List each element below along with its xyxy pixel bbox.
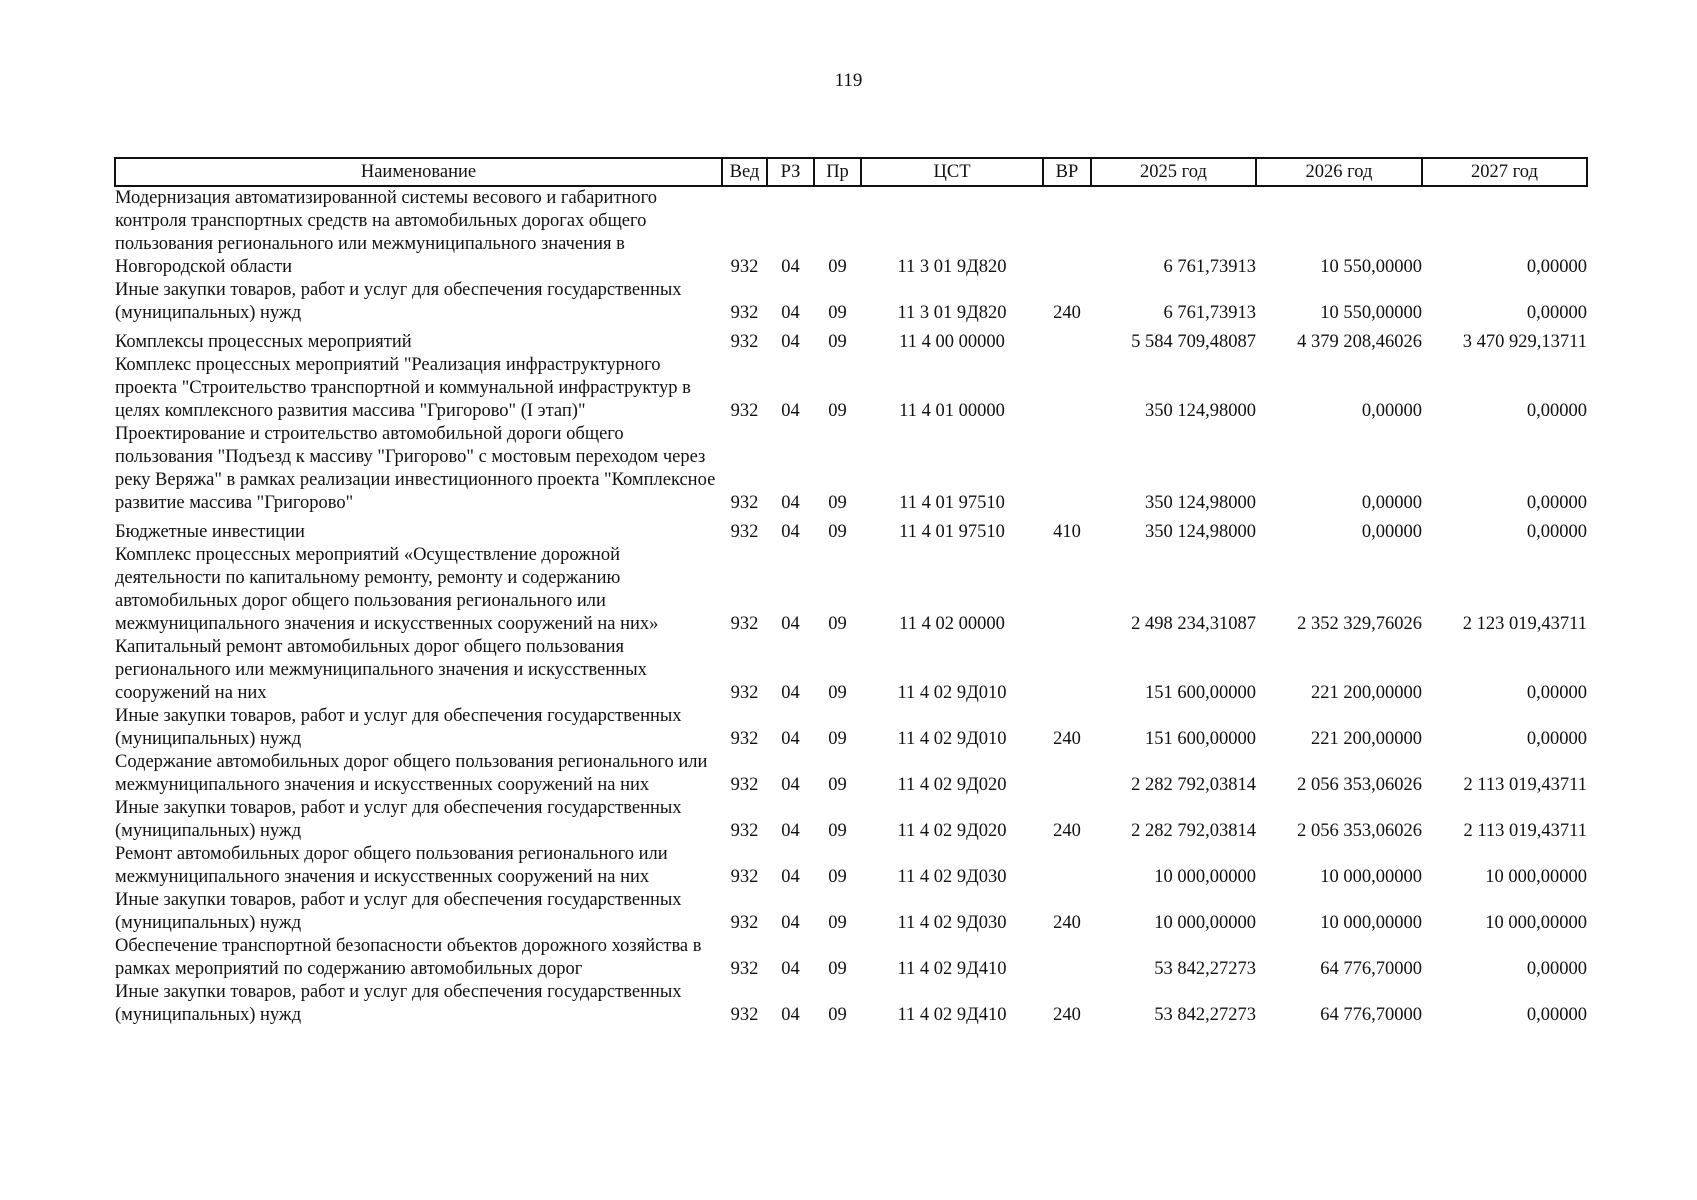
cell-pr: 09 [828,493,847,513]
cell-cst: 11 4 02 9Д410 [897,959,1007,979]
cell-2026: 10 550,00000 [1320,257,1422,277]
cell-vr: 240 [1053,821,1081,841]
cell-rz: 04 [781,522,800,542]
cell-2025: 2 498 234,31087 [1131,614,1256,634]
cell-2027: 3 470 929,13711 [1462,332,1587,352]
table-body [115,186,1587,1027]
cell-pr: 09 [828,303,847,323]
cell-name: Комплекс процессных мероприятий "Реализация инфраструктурного проекта "Строительство транспортной и коммунальной инфраструктур в целях комплексного развития массива "Григорово" (I этап)" [115,355,691,421]
cell-vr [1043,935,1091,981]
cell-rz: 04 [781,959,800,979]
cell-2027: 2 123 019,43711 [1462,614,1587,634]
cell-pr: 09 [828,683,847,703]
cell-name: Модернизация автоматизированной системы весового и габаритного контроля транспортных средств на автомобильных дорогах общего пользования регионального или межмуниципального значения в Новгородской области [115,188,658,277]
cell-cst: 11 4 00 00000 [899,332,1005,352]
cell-pr: 09 [828,913,847,933]
cell-2026: 64 776,70000 [1320,959,1422,979]
table-row [115,423,1587,515]
cell-2027: 0,00000 [1526,303,1587,323]
table-row [115,843,1587,889]
cell-vr [1043,544,1091,636]
cell-pr: 09 [828,959,847,979]
cell-rz: 04 [781,729,800,749]
cell-vr: 410 [1053,522,1081,542]
cell-2026: 221 200,00000 [1311,683,1422,703]
cell-rz: 04 [781,1005,800,1025]
cell-vr: 240 [1053,913,1081,933]
cell-2027: 0,00000 [1526,1005,1587,1025]
table-row [115,705,1587,751]
cell-ved: 932 [730,332,759,352]
table-row [115,636,1587,705]
cell-name: Комплексы процессных мероприятий [115,332,412,352]
cell-pr: 09 [828,775,847,795]
cell-rz: 04 [781,332,800,352]
header-rz: РЗ [767,158,814,186]
cell-2025: 5 584 709,48087 [1131,332,1256,352]
cell-2025: 151 600,00000 [1145,683,1256,703]
cell-name: Иные закупки товаров, работ и услуг для обеспечения государственных (муниципальных) нужд [115,890,682,933]
cell-vr [1043,636,1091,705]
cell-vr: 240 [1053,303,1081,323]
cell-2026: 10 000,00000 [1320,913,1422,933]
cell-ved: 932 [730,913,759,933]
cell-2027: 2 113 019,43711 [1463,775,1587,795]
cell-cst: 11 4 01 97510 [899,493,1005,513]
cell-2025: 350 124,98000 [1145,493,1256,513]
cell-ved: 932 [730,821,759,841]
cell-pr: 09 [828,401,847,421]
cell-cst: 11 4 02 9Д010 [897,729,1007,749]
cell-name: Бюджетные инвестиции [115,522,305,542]
header-ved: Вед [722,158,767,186]
table-row [115,751,1587,797]
header-2027: 2027 год [1422,158,1587,186]
cell-cst: 11 3 01 9Д820 [897,257,1007,277]
cell-2027: 2 113 019,43711 [1463,821,1587,841]
header-name: Наименование [115,158,722,186]
cell-name: Иные закупки товаров, работ и услуг для обеспечения государственных (муниципальных) нужд [115,280,682,323]
cell-vr [1043,325,1091,354]
cell-2027: 0,00000 [1526,493,1587,513]
cell-2025: 10 000,00000 [1154,867,1256,887]
cell-2025: 151 600,00000 [1145,729,1256,749]
cell-2026: 0,00000 [1361,493,1422,513]
cell-rz: 04 [781,303,800,323]
page-number: 119 [834,70,863,91]
cell-rz: 04 [781,821,800,841]
cell-rz: 04 [781,257,800,277]
cell-2027: 0,00000 [1526,683,1587,703]
header-pr: Пр [814,158,861,186]
cell-ved: 932 [730,257,759,277]
cell-2025: 350 124,98000 [1145,522,1256,542]
cell-name: Иные закупки товаров, работ и услуг для обеспечения государственных (муниципальных) нужд [115,982,682,1025]
cell-rz: 04 [781,867,800,887]
cell-2026: 2 056 353,06026 [1297,821,1422,841]
cell-cst: 11 4 01 97510 [899,522,1005,542]
cell-2025: 6 761,73913 [1163,303,1256,323]
cell-2025: 53 842,27273 [1154,959,1256,979]
cell-ved: 932 [730,614,759,634]
cell-2026: 0,00000 [1361,522,1422,542]
table-row [115,354,1587,423]
cell-cst: 11 4 02 9Д020 [897,821,1007,841]
cell-vr [1043,423,1091,515]
cell-2027: 0,00000 [1526,729,1587,749]
table-row [115,981,1587,1027]
cell-vr [1043,751,1091,797]
cell-ved: 932 [730,683,759,703]
cell-cst: 11 4 01 00000 [899,401,1005,421]
cell-2026: 221 200,00000 [1311,729,1422,749]
header-2026: 2026 год [1256,158,1422,186]
header-cst: ЦСТ [861,158,1043,186]
cell-pr: 09 [828,729,847,749]
cell-2027: 0,00000 [1526,401,1587,421]
cell-name: Проектирование и строительство автомобильной дороги общего пользования "Подъезд к массиву "Григорово" с мостовым переходом через реку Веряжа" в рамках реализации инвестиционного проекта "Комплексное развитие массива "Григорово" [115,424,716,513]
cell-rz: 04 [781,614,800,634]
cell-pr: 09 [828,614,847,634]
cell-cst: 11 3 01 9Д820 [897,303,1007,323]
cell-2025: 2 282 792,03814 [1131,821,1256,841]
cell-cst: 11 4 02 00000 [899,614,1005,634]
cell-2025: 2 282 792,03814 [1131,775,1256,795]
cell-2025: 53 842,27273 [1154,1005,1256,1025]
cell-ved: 932 [730,775,759,795]
header-vr: ВР [1043,158,1091,186]
cell-2026: 64 776,70000 [1320,1005,1422,1025]
cell-2026: 10 000,00000 [1320,867,1422,887]
table-row [115,515,1587,544]
table-row [115,797,1587,843]
cell-pr: 09 [828,522,847,542]
table-row [115,325,1587,354]
cell-name: Ремонт автомобильных дорог общего пользования регионального или межмуниципального значения и искусственных сооружений на них [115,844,668,887]
cell-2026: 2 352 329,76026 [1297,614,1422,634]
cell-cst: 11 4 02 9Д030 [897,913,1007,933]
table-row [115,279,1587,325]
cell-2027: 10 000,00000 [1485,867,1587,887]
cell-2027: 10 000,00000 [1485,913,1587,933]
cell-rz: 04 [781,401,800,421]
table-row [115,544,1587,636]
budget-table [114,157,1588,1027]
cell-rz: 04 [781,775,800,795]
cell-ved: 932 [730,1005,759,1025]
cell-cst: 11 4 02 9Д030 [897,867,1007,887]
cell-pr: 09 [828,1005,847,1025]
cell-vr [1043,186,1091,279]
cell-2027: 0,00000 [1526,257,1587,277]
cell-pr: 09 [828,821,847,841]
cell-cst: 11 4 02 9Д020 [897,775,1007,795]
cell-2026: 0,00000 [1361,401,1422,421]
cell-ved: 932 [730,729,759,749]
cell-vr [1043,354,1091,423]
cell-pr: 09 [828,332,847,352]
header-2025: 2025 год [1091,158,1256,186]
header-row [115,158,1587,186]
cell-rz: 04 [781,913,800,933]
cell-ved: 932 [730,867,759,887]
cell-pr: 09 [828,867,847,887]
cell-name: Обеспечение транспортной безопасности объектов дорожного хозяйства в рамках мероприятий по содержанию автомобильных дорог [115,936,702,979]
cell-name: Иные закупки товаров, работ и услуг для обеспечения государственных (муниципальных) нужд [115,798,682,841]
cell-name: Комплекс процессных мероприятий «Осуществление дорожной деятельности по капитальному ремонту, ремонту и содержанию автомобильных дорог общего пользования регионального или межмуниципального значения и искусственных сооружений на них» [115,545,659,634]
cell-cst: 11 4 02 9Д410 [897,1005,1007,1025]
table-row [115,889,1587,935]
cell-ved: 932 [730,303,759,323]
table-row [115,935,1587,981]
cell-2027: 0,00000 [1526,522,1587,542]
cell-ved: 932 [730,522,759,542]
cell-2025: 350 124,98000 [1145,401,1256,421]
cell-name: Иные закупки товаров, работ и услуг для обеспечения государственных (муниципальных) нужд [115,706,682,749]
cell-rz: 04 [781,683,800,703]
cell-ved: 932 [730,493,759,513]
cell-name: Капитальный ремонт автомобильных дорог общего пользования регионального или межмуниципального значения и искусственных сооружений на них [115,637,647,703]
cell-2025: 10 000,00000 [1154,913,1256,933]
cell-cst: 11 4 02 9Д010 [897,683,1007,703]
table-header [115,158,1587,186]
cell-vr [1043,843,1091,889]
cell-2026: 4 379 208,46026 [1297,332,1422,352]
cell-vr: 240 [1053,1005,1081,1025]
cell-2027: 0,00000 [1526,959,1587,979]
cell-rz: 04 [781,493,800,513]
cell-ved: 932 [730,959,759,979]
cell-2025: 6 761,73913 [1163,257,1256,277]
cell-name: Содержание автомобильных дорог общего пользования регионального или межмуниципального значения и искусственных сооружений на них [115,752,708,795]
cell-pr: 09 [828,257,847,277]
cell-vr: 240 [1053,729,1081,749]
cell-ved: 932 [730,401,759,421]
cell-2026: 10 550,00000 [1320,303,1422,323]
table-row [115,186,1587,279]
cell-2026: 2 056 353,06026 [1297,775,1422,795]
